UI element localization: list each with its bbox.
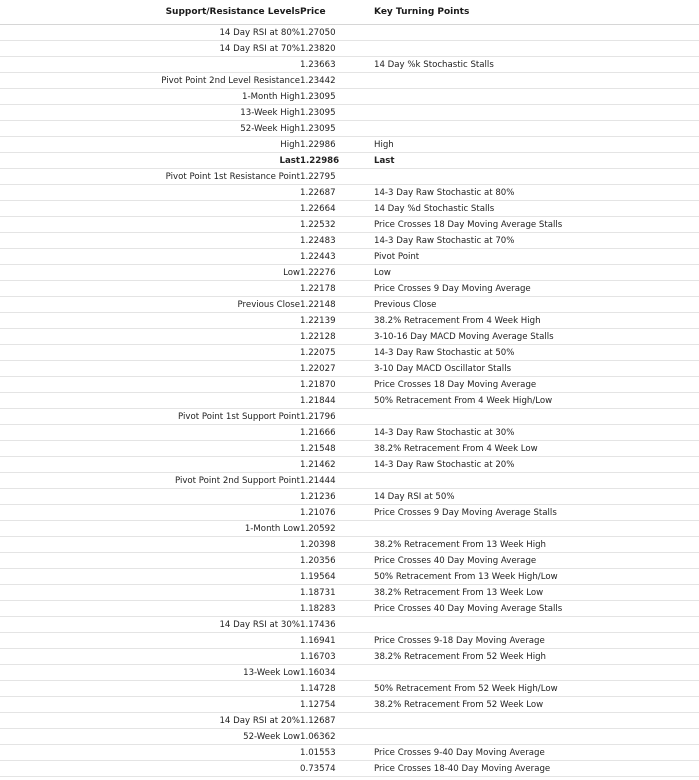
turning-point-cell bbox=[374, 89, 699, 105]
header-key-turning-points: Key Turning Points bbox=[374, 0, 699, 25]
turning-point-cell bbox=[374, 409, 699, 425]
price-cell: 1.16703 bbox=[300, 649, 374, 665]
table-row bbox=[0, 169, 699, 185]
level-cell bbox=[0, 761, 300, 777]
table-row bbox=[0, 233, 699, 249]
price-cell: 1.01553 bbox=[300, 745, 374, 761]
table-row bbox=[0, 617, 699, 633]
level-cell: Pivot Point 2nd Level Resistance bbox=[0, 73, 300, 89]
level-cell bbox=[0, 585, 300, 601]
level-cell: Pivot Point 1st Support Point bbox=[0, 409, 300, 425]
price-cell: 1.22664 bbox=[300, 201, 374, 217]
table-row bbox=[0, 521, 699, 537]
level-cell: 52-Week Low bbox=[0, 729, 300, 745]
price-cell: 1.23820 bbox=[300, 41, 374, 57]
table-row bbox=[0, 457, 699, 473]
level-cell bbox=[0, 505, 300, 521]
level-cell: Low bbox=[0, 265, 300, 281]
turning-point-cell: Price Crosses 18-40 Day Moving Average bbox=[374, 761, 699, 777]
table-row bbox=[0, 713, 699, 729]
level-cell bbox=[0, 457, 300, 473]
turning-point-cell: 14-3 Day Raw Stochastic at 50% bbox=[374, 345, 699, 361]
table-row bbox=[0, 73, 699, 89]
table-row bbox=[0, 697, 699, 713]
price-cell: 1.21666 bbox=[300, 425, 374, 441]
price-cell: 1.22148 bbox=[300, 297, 374, 313]
table-row bbox=[0, 409, 699, 425]
turning-point-cell: 14-3 Day Raw Stochastic at 20% bbox=[374, 457, 699, 473]
level-cell: Previous Close bbox=[0, 297, 300, 313]
table-header bbox=[0, 0, 699, 25]
table-row bbox=[0, 345, 699, 361]
price-cell: 1.23095 bbox=[300, 105, 374, 121]
price-cell: 0.73574 bbox=[300, 761, 374, 777]
turning-point-cell: Last bbox=[374, 153, 699, 169]
price-cell: 1.20356 bbox=[300, 553, 374, 569]
turning-point-cell: 3-10 Day MACD Oscillator Stalls bbox=[374, 361, 699, 377]
price-cell: 1.22075 bbox=[300, 345, 374, 361]
price-cell: 1.22128 bbox=[300, 329, 374, 345]
price-cell: 1.21444 bbox=[300, 473, 374, 489]
turning-point-cell bbox=[374, 169, 699, 185]
header-price: Price bbox=[300, 0, 374, 25]
turning-point-cell: Pivot Point bbox=[374, 249, 699, 265]
price-cell: 1.22986 bbox=[300, 137, 374, 153]
turning-point-cell: Price Crosses 9 Day Moving Average Stalls bbox=[374, 505, 699, 521]
table-row bbox=[0, 569, 699, 585]
table-row bbox=[0, 665, 699, 681]
table-row bbox=[0, 425, 699, 441]
table-body bbox=[0, 25, 699, 777]
turning-point-cell: 38.2% Retracement From 4 Week Low bbox=[374, 441, 699, 457]
price-cell: 1.21796 bbox=[300, 409, 374, 425]
level-cell: Last bbox=[0, 153, 300, 169]
price-cell: 1.22276 bbox=[300, 265, 374, 281]
table-row bbox=[0, 153, 699, 169]
turning-point-cell: 38.2% Retracement From 13 Week Low bbox=[374, 585, 699, 601]
level-cell: 14 Day RSI at 70% bbox=[0, 41, 300, 57]
turning-point-cell: Price Crosses 9-40 Day Moving Average bbox=[374, 745, 699, 761]
turning-point-cell: Price Crosses 9 Day Moving Average bbox=[374, 281, 699, 297]
turning-point-cell bbox=[374, 73, 699, 89]
level-cell bbox=[0, 233, 300, 249]
turning-point-cell bbox=[374, 665, 699, 681]
turning-point-cell: 14-3 Day Raw Stochastic at 70% bbox=[374, 233, 699, 249]
level-cell bbox=[0, 489, 300, 505]
turning-point-cell bbox=[374, 729, 699, 745]
table-row bbox=[0, 537, 699, 553]
price-cell: 1.18731 bbox=[300, 585, 374, 601]
price-cell: 1.21844 bbox=[300, 393, 374, 409]
price-cell: 1.21548 bbox=[300, 441, 374, 457]
table-row bbox=[0, 185, 699, 201]
table-row bbox=[0, 105, 699, 121]
level-cell: 14 Day RSI at 20% bbox=[0, 713, 300, 729]
price-cell: 1.16941 bbox=[300, 633, 374, 649]
level-cell: 13-Week High bbox=[0, 105, 300, 121]
price-cell: 1.21870 bbox=[300, 377, 374, 393]
turning-point-cell: Price Crosses 18 Day Moving Average Stalls bbox=[374, 217, 699, 233]
price-cell: 1.20398 bbox=[300, 537, 374, 553]
price-cell: 1.20592 bbox=[300, 521, 374, 537]
price-cell: 1.22178 bbox=[300, 281, 374, 297]
table-row bbox=[0, 249, 699, 265]
level-cell bbox=[0, 217, 300, 233]
price-cell: 1.21076 bbox=[300, 505, 374, 521]
price-cell: 1.06362 bbox=[300, 729, 374, 745]
level-cell bbox=[0, 313, 300, 329]
level-cell bbox=[0, 329, 300, 345]
price-cell: 1.22027 bbox=[300, 361, 374, 377]
level-cell bbox=[0, 745, 300, 761]
turning-point-cell: 50% Retracement From 52 Week High/Low bbox=[374, 681, 699, 697]
table-row bbox=[0, 121, 699, 137]
price-cell: 1.12754 bbox=[300, 697, 374, 713]
price-cell: 1.12687 bbox=[300, 713, 374, 729]
level-cell bbox=[0, 649, 300, 665]
header-support-resistance-levels: Support/Resistance Levels bbox=[0, 0, 300, 25]
level-cell: 52-Week High bbox=[0, 121, 300, 137]
table-row bbox=[0, 297, 699, 313]
turning-point-cell: Previous Close bbox=[374, 297, 699, 313]
level-cell: 14 Day RSI at 30% bbox=[0, 617, 300, 633]
turning-point-cell bbox=[374, 473, 699, 489]
turning-point-cell bbox=[374, 617, 699, 633]
table-row bbox=[0, 313, 699, 329]
table-row bbox=[0, 281, 699, 297]
price-cell: 1.23095 bbox=[300, 89, 374, 105]
level-cell bbox=[0, 361, 300, 377]
table-row bbox=[0, 553, 699, 569]
price-cell: 1.23095 bbox=[300, 121, 374, 137]
table-row bbox=[0, 489, 699, 505]
level-cell: 1-Month Low bbox=[0, 521, 300, 537]
turning-point-cell: 14 Day RSI at 50% bbox=[374, 489, 699, 505]
table-row bbox=[0, 441, 699, 457]
table-row bbox=[0, 89, 699, 105]
price-cell: 1.21236 bbox=[300, 489, 374, 505]
table-row bbox=[0, 137, 699, 153]
turning-point-cell: 3-10-16 Day MACD Moving Average Stalls bbox=[374, 329, 699, 345]
turning-point-cell: 38.2% Retracement From 52 Week High bbox=[374, 649, 699, 665]
price-cell: 1.22795 bbox=[300, 169, 374, 185]
level-cell bbox=[0, 249, 300, 265]
table-row bbox=[0, 201, 699, 217]
price-cell: 1.17436 bbox=[300, 617, 374, 633]
table-row bbox=[0, 633, 699, 649]
price-cell: 1.22139 bbox=[300, 313, 374, 329]
level-cell: Pivot Point 2nd Support Point bbox=[0, 473, 300, 489]
level-cell bbox=[0, 697, 300, 713]
price-cell: 1.23442 bbox=[300, 73, 374, 89]
turning-point-cell bbox=[374, 521, 699, 537]
turning-point-cell: 38.2% Retracement From 4 Week High bbox=[374, 313, 699, 329]
price-cell: 1.21462 bbox=[300, 457, 374, 473]
level-cell bbox=[0, 425, 300, 441]
price-cell: 1.22532 bbox=[300, 217, 374, 233]
turning-point-cell: Price Crosses 40 Day Moving Average Stalls bbox=[374, 601, 699, 617]
level-cell bbox=[0, 553, 300, 569]
table-row bbox=[0, 265, 699, 281]
header-row bbox=[0, 0, 699, 25]
table-row bbox=[0, 473, 699, 489]
level-cell: 14 Day RSI at 80% bbox=[0, 25, 300, 41]
level-cell bbox=[0, 681, 300, 697]
table-row bbox=[0, 217, 699, 233]
level-cell bbox=[0, 185, 300, 201]
turning-point-cell bbox=[374, 41, 699, 57]
price-cell: 1.22687 bbox=[300, 185, 374, 201]
price-cell: 1.27050 bbox=[300, 25, 374, 41]
turning-point-cell bbox=[374, 121, 699, 137]
turning-point-cell: 38.2% Retracement From 13 Week High bbox=[374, 537, 699, 553]
table-row bbox=[0, 649, 699, 665]
turning-point-cell bbox=[374, 25, 699, 41]
level-cell bbox=[0, 393, 300, 409]
turning-point-cell: Price Crosses 18 Day Moving Average bbox=[374, 377, 699, 393]
price-cell: 1.22483 bbox=[300, 233, 374, 249]
table-row bbox=[0, 393, 699, 409]
level-cell bbox=[0, 601, 300, 617]
price-cell: 1.14728 bbox=[300, 681, 374, 697]
level-cell bbox=[0, 569, 300, 585]
level-cell: 13-Week Low bbox=[0, 665, 300, 681]
price-cell: 1.23663 bbox=[300, 57, 374, 73]
table-row bbox=[0, 25, 699, 41]
level-cell bbox=[0, 633, 300, 649]
turning-point-cell: 14-3 Day Raw Stochastic at 80% bbox=[374, 185, 699, 201]
price-cell: 1.19564 bbox=[300, 569, 374, 585]
turning-point-cell: 14-3 Day Raw Stochastic at 30% bbox=[374, 425, 699, 441]
turning-point-cell bbox=[374, 713, 699, 729]
turning-point-cell: 14 Day %d Stochastic Stalls bbox=[374, 201, 699, 217]
table-row bbox=[0, 505, 699, 521]
price-cell: 1.22986 bbox=[300, 153, 374, 169]
table-row bbox=[0, 361, 699, 377]
turning-point-cell: Price Crosses 9-18 Day Moving Average bbox=[374, 633, 699, 649]
level-cell: Pivot Point 1st Resistance Point bbox=[0, 169, 300, 185]
level-cell: High bbox=[0, 137, 300, 153]
table-row bbox=[0, 57, 699, 73]
turning-point-cell: 14 Day %k Stochastic Stalls bbox=[374, 57, 699, 73]
price-cell: 1.16034 bbox=[300, 665, 374, 681]
level-cell bbox=[0, 441, 300, 457]
table-row bbox=[0, 745, 699, 761]
level-cell bbox=[0, 345, 300, 361]
turning-point-cell: 50% Retracement From 13 Week High/Low bbox=[374, 569, 699, 585]
turning-point-cell: Low bbox=[374, 265, 699, 281]
level-cell bbox=[0, 201, 300, 217]
table-row bbox=[0, 585, 699, 601]
turning-point-cell: 38.2% Retracement From 52 Week Low bbox=[374, 697, 699, 713]
table-row bbox=[0, 41, 699, 57]
table-row bbox=[0, 729, 699, 745]
turning-point-cell bbox=[374, 105, 699, 121]
level-cell bbox=[0, 281, 300, 297]
table-row bbox=[0, 329, 699, 345]
turning-point-cell: 50% Retracement From 4 Week High/Low bbox=[374, 393, 699, 409]
table-row bbox=[0, 681, 699, 697]
table-row bbox=[0, 377, 699, 393]
table-row bbox=[0, 761, 699, 777]
table-row bbox=[0, 601, 699, 617]
level-cell bbox=[0, 57, 300, 73]
turning-point-cell: Price Crosses 40 Day Moving Average bbox=[374, 553, 699, 569]
level-cell: 1-Month High bbox=[0, 89, 300, 105]
level-cell bbox=[0, 537, 300, 553]
level-cell bbox=[0, 377, 300, 393]
price-cell: 1.18283 bbox=[300, 601, 374, 617]
price-cell: 1.22443 bbox=[300, 249, 374, 265]
turning-point-cell: High bbox=[374, 137, 699, 153]
